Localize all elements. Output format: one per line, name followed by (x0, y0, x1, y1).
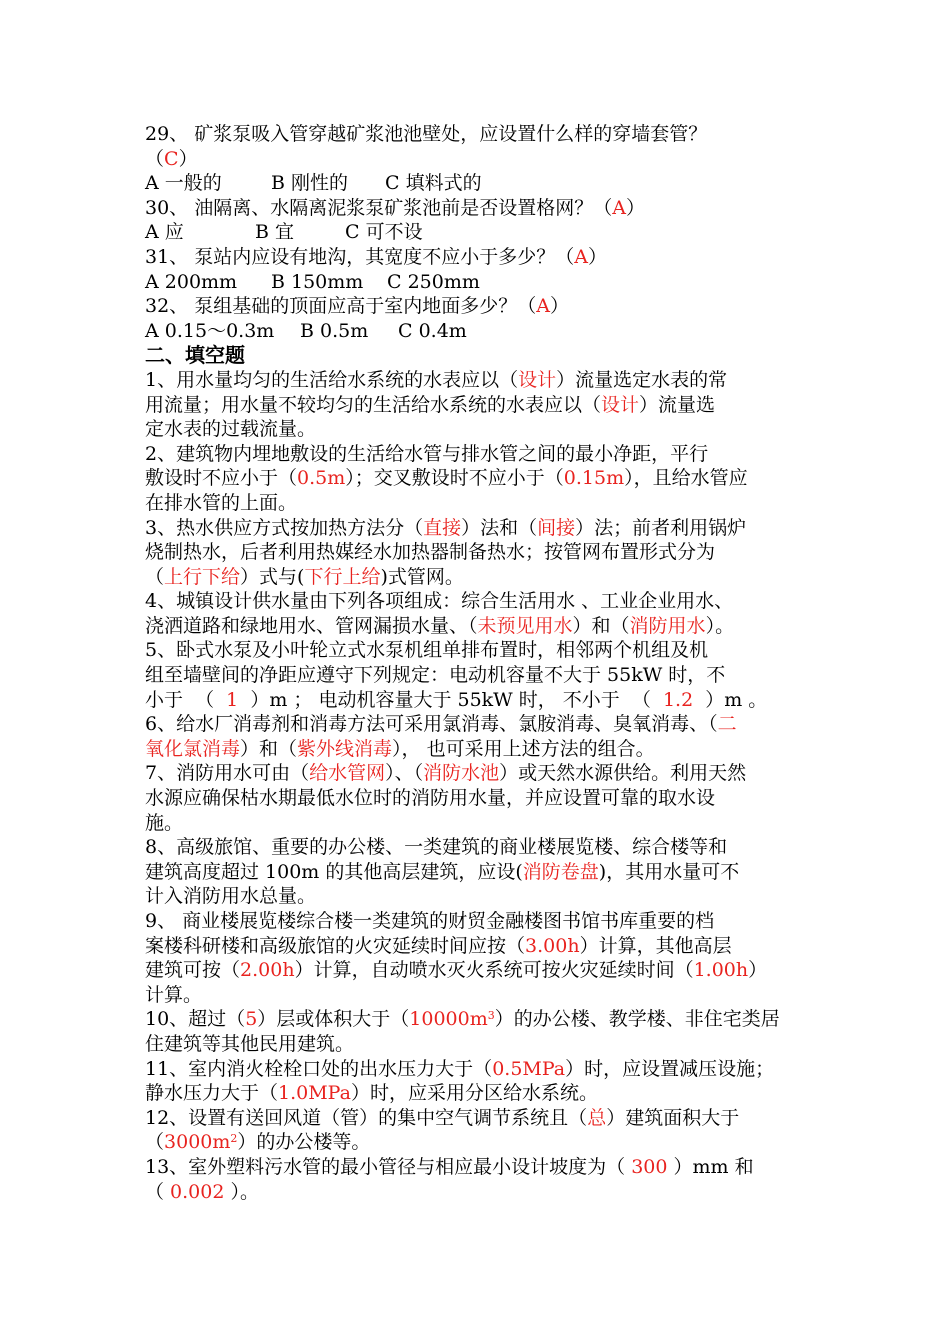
fill-7-line-1: 7、消防用水可由（给水管网）、（消防水池）或天然水源供给。利用天然 (145, 762, 747, 785)
answer: 总 (587, 1106, 607, 1129)
fill-5-line-1: 5、卧式水泵及小叶轮立式水泵机组单排布置时，相邻两个机组及机 (145, 639, 709, 662)
answer: 给水管网 (309, 762, 386, 785)
option: A 0.15～0.3m (145, 319, 275, 342)
fill-3-line-1: 3、热水供应方式按加热方法分（直接）法和（间接）法；前者利用锅炉 (145, 516, 747, 539)
section-title: 二、填空题 (145, 343, 245, 368)
fill-4-line-1: 4、城镇设计供水量由下列各项组成：综合生活用水 、工业企业用水、 (145, 590, 734, 613)
option: B 150mm (271, 270, 364, 293)
fill-6-line-1: 6、给水厂消毒剂和消毒方法可采用氯消毒、氯胺消毒、臭氧消毒、（二 (145, 713, 737, 736)
fill-11-line-2: 静水压力大于（1.0MPa）时，应采用分区给水系统。 (145, 1082, 598, 1105)
answer: 设计 (518, 368, 557, 391)
answer: 300 (631, 1155, 668, 1178)
fill-1-line-1: 1、用水量均匀的生活给水系统的水表应以（设计）流量选定水表的常 (145, 368, 728, 391)
option: B 刚性的 (271, 172, 349, 195)
answer: 二 (717, 713, 737, 736)
answer: 5 (245, 1008, 258, 1031)
answer: 设计 (601, 393, 640, 416)
answer: 紫外线消毒 (297, 737, 393, 760)
fill-2-line-1: 2、建筑物内埋地敷设的生活给水管与排水管之间的最小净距，平行 (145, 442, 709, 465)
answer: 氧化氯消毒 (145, 737, 241, 760)
answer: 消防卷盘 (522, 860, 599, 883)
fill-10-line-1: 10、超过（5）层或体积大于$(10000m^3)$的办公楼、教学楼、非住宅类居 (145, 1008, 780, 1031)
fill-7-line-3: 施。 (145, 811, 184, 834)
fill-2-line-3: 在排水管的上面。 (145, 491, 298, 514)
option: A 200mm (145, 270, 238, 293)
answer: A (612, 196, 626, 219)
answer: 下行上给 (304, 565, 381, 588)
answer: 0.5MPa (492, 1057, 566, 1080)
question-31: 31、 泵站内应设有地沟，其宽度不应小于多少？（A） (145, 245, 607, 268)
fill-3-line-3: （上行下给）式与(下行上给)式管网。 (145, 565, 464, 588)
fill-11-line-1: 11、室内消火栓栓口处的出水压力大于（0.5MPa）时，应设置减压设施； (145, 1057, 775, 1080)
option: C 可不设 (345, 221, 423, 244)
fill-9-line-2: 案楼科研楼和高级旅馆的火灾延续时间应按（3.00h）计算，其他高层 (145, 934, 732, 957)
fill-9-line-1: 9、 商业楼展览楼综合楼一类建筑的财贸金融楼图书馆书库重要的档 (145, 910, 715, 932)
option: C 填料式的 (385, 172, 482, 195)
answer: $10000m^3$ (409, 1008, 495, 1031)
fill-4-line-2: 浇洒道路和绿地用水、管网漏损水量、（未预见用水）和（消防用水）。 (145, 614, 735, 637)
fill-3-line-2: 烧制热水，后者利用热媒经水加热器制备热水；按管网布置形式分为 (145, 541, 716, 564)
question-32: 32、 泵组基础的顶面应高于室内地面多少？（A） (145, 295, 569, 318)
answer: 1 (226, 688, 239, 711)
option: C 0.4m (398, 319, 467, 342)
fill-1-line-2: 用流量；用水量不较均匀的生活给水系统的水表应以（设计）流量选 (145, 393, 716, 416)
answer: 未预见用水 (477, 614, 573, 637)
answer: 间接 (537, 516, 576, 539)
answer: $3000m^2$ (164, 1131, 238, 1154)
option: B 0.5m (300, 319, 369, 342)
answer: 1.00h (693, 959, 749, 982)
fill-8-line-1: 8、高级旅馆、重要的办公楼、一类建筑的商业楼展览楼、综合楼等和 (145, 836, 728, 859)
fill-10-line-2: 住建筑等其他民用建筑。 (145, 1032, 355, 1055)
option: A 一般的 (145, 172, 222, 195)
question-30: 30、 油隔离、水隔离泥浆泵矿浆池前是否设置格网？（A） (145, 196, 645, 219)
answer: A (574, 245, 588, 268)
option: A 应 (145, 221, 184, 244)
fill-13-line-2: （ 0.002 ）。 (145, 1180, 259, 1203)
document-page (145, 122, 810, 1204)
question-32-options (145, 319, 810, 344)
fill-9-line-3: 建筑可按（2.00h）计算，自动喷水灭火系统可按火灾延续时间（1.00h） (145, 959, 768, 982)
fill-12-line-2: $(3000m^2)$的办公楼等。 (145, 1131, 371, 1154)
fill-5-line-3: 小于 （ 1 ）m ； 电动机容量大于 55kW 时， 不小于 （ 1.2 ）m 。 (145, 688, 768, 711)
answer: 0.5m (297, 467, 346, 490)
answer: 1.0MPa (278, 1082, 351, 1105)
fill-1-line-3: 定水表的过载流量。 (145, 418, 317, 441)
answer: 消防水池 (423, 762, 500, 785)
fill-8-line-3: 计入消防用水总量。 (145, 885, 317, 908)
answer: 直接 (423, 516, 462, 539)
answer: 1.2 (662, 688, 694, 711)
answer: 0.002 (170, 1180, 225, 1203)
fill-7-line-2: 水源应确保枯水期最低水位时的消防用水量，并应设置可靠的取水设 (145, 787, 716, 810)
fill-6-line-2: 氧化氯消毒）和（紫外线消毒）， 也可采用上述方法的组合。 (145, 737, 655, 760)
question-29-options (145, 171, 810, 196)
answer: C (164, 147, 179, 170)
question-31-options (145, 270, 810, 295)
fill-8-line-2: 建筑高度超过 100m 的其他高层建筑，应设(消防卷盘)，其用水量可不 (145, 860, 740, 883)
fill-2-line-2: 敷设时不应小于（0.5m）；交叉敷设时不应小于（0.15m），且给水管应 (145, 467, 748, 490)
fill-12-line-1: 12、设置有送回风道（管）的集中空气调节系统且（总）建筑面积大于 (145, 1106, 740, 1129)
answer: 2.00h (240, 959, 295, 982)
question-29: 29、 矿浆泵吸入管穿越矿浆池池壁处，应设置什么样的穿墙套管？ (145, 123, 708, 145)
answer: 上行下给 (164, 565, 241, 588)
fill-5-line-2: 组至墙壁间的净距应遵守下列规定：电动机容量不大于 55kW 时，不 (145, 664, 726, 687)
question-29-answer-line: （C） (145, 147, 198, 170)
answer: 消防用水 (629, 614, 706, 637)
answer: 3.00h (525, 934, 580, 957)
answer: 0.15m (563, 467, 625, 490)
option: B 宜 (255, 221, 295, 244)
fill-13-line-1: 13、室外塑料污水管的最小管径与相应最小设计坡度为（ 300 ）mm 和 (145, 1155, 754, 1178)
fill-9-line-4: 计算。 (145, 983, 203, 1006)
answer: A (536, 295, 550, 318)
question-30-options (145, 220, 810, 245)
option: C 250mm (387, 270, 480, 293)
